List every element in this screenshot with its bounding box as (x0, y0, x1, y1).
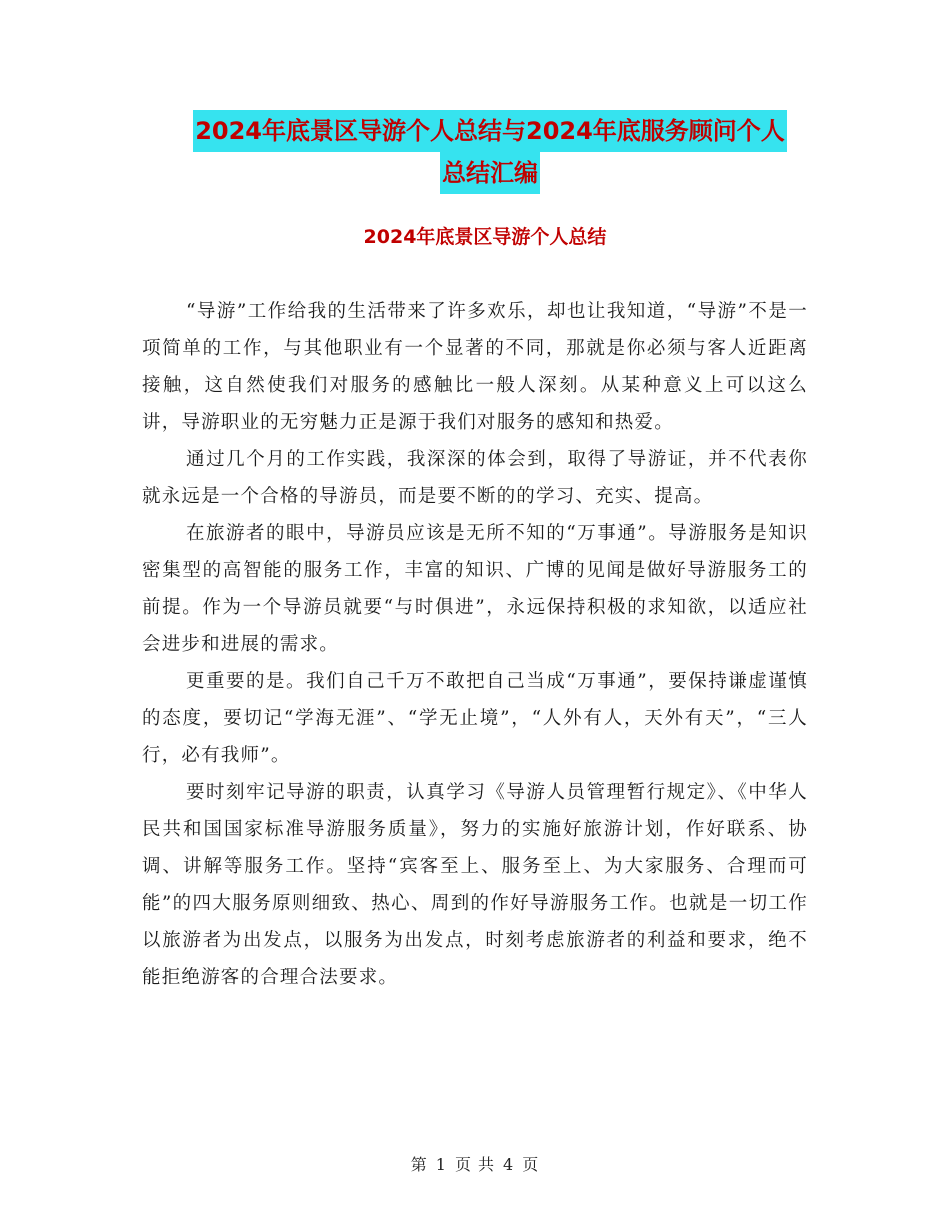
section-title: 2024年底景区导游个人总结 (363, 226, 607, 248)
footer-total-pages: 4 (503, 1155, 515, 1174)
footer-page-number: 1 (435, 1155, 447, 1174)
title-line-2: 总结汇编 (440, 152, 540, 194)
document-body (142, 293, 808, 996)
paragraph: 要时刻牢记导游的职责，认真学习《导游人员管理暂行规定》、《中华人民共和国国家标准导游服务质量》，努力的实施好旅游计划，作好联系、协调、讲解等服务工作。坚持“宾客至上、服务至上、为大家服务、合理而可能”的四大服务原则细致、热心、周到的作好导游服务工作。也就是一切工作以旅游者为出发点，以服务为出发点，时刻考虑旅游者的利益和要求，绝不能拒绝游客的合理合法要求。 (142, 782, 808, 988)
document-title (140, 110, 840, 194)
paragraph: 在旅游者的眼中，导游员应该是无所不知的“万事通”。导游服务是知识密集型的高智能的服务工作，丰富的知识、广博的见闻是做好导游服务工的前提。作为一个导游员就要“与时俱进”，永远保持积极的求知欲，以适应社会进步和进展的需求。 (142, 523, 808, 655)
paragraph: “导游”工作给我的生活带来了许多欢乐，却也让我知道，“导游”不是一项简单的工作，与其他职业有一个显著的不同，那就是你必须与客人近距离接触，这自然使我们对服务的感触比一般人深刻。从某种意义上可以这么讲，导游职业的无穷魅力正是源于我们对服务的感知和热爱。 (142, 301, 808, 433)
page-footer (0, 1152, 950, 1175)
paragraph: 通过几个月的工作实践，我深深的体会到，取得了导游证，并不代表你就永远是一个合格的导游员，而是要不断的的学习、充实、提高。 (142, 449, 808, 507)
footer-suffix: 页 (522, 1155, 540, 1174)
title-line-1: 2024年底景区导游个人总结与2024年底服务顾问个人 (193, 110, 787, 152)
paragraph: 更重要的是。我们自己千万不敢把自己当成“万事通”，要保持谦虚谨慎的态度，要切记“学海无涯”、“学无止境”，“人外有人，天外有天”，“三人行，必有我师”。 (142, 671, 808, 766)
footer-prefix: 第 (410, 1155, 428, 1174)
footer-middle: 页 共 (454, 1155, 496, 1174)
